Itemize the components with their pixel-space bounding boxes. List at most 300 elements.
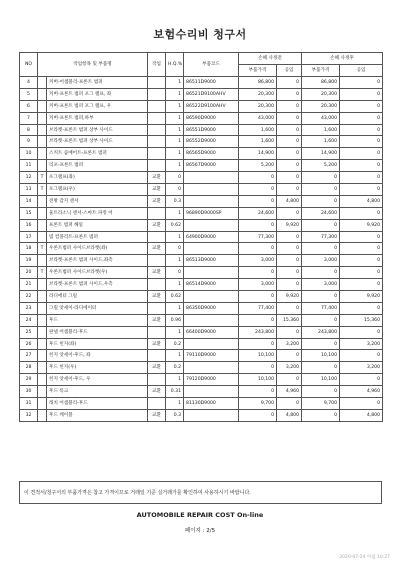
row-item-name: 우론트범퍼 사이드브라켓(우) [47,267,148,279]
row-after-labor: 3,200 [340,338,383,350]
row-before-labor: 0 [277,302,302,314]
row-before-labor: 3,200 [277,338,302,350]
row-after-labor: 0 [340,350,383,362]
row-item-name: 울트라소닉 센서-스마트 파킹 어 [47,207,148,219]
row-after-labor: 0 [340,207,383,219]
row-work [148,100,166,112]
row-hq: 1 [166,160,184,172]
row-no: 13 [20,184,38,196]
row-before-part-price: 10,100 [239,350,277,362]
row-before-part-price: 1,600 [239,124,277,136]
row-after-labor: 0 [340,302,383,314]
table-row [20,148,383,160]
row-hq: 0.96 [166,314,184,326]
row-flag [38,279,47,291]
row-work: 교환 [148,243,166,255]
row-part-code: 86513D9000 [184,255,239,267]
row-before-part-price: 0 [239,172,277,184]
row-part-code [184,195,239,207]
row-before-part-price: 24,600 [239,207,277,219]
row-part-code: 66400D9000 [184,326,239,338]
row-before-part-price: 5,200 [239,160,277,172]
price-notice: 이 견적서/청구서의 부품가격은 참고 가격이므로 거래일 기준 실거래가를 확인하여 사용하시기 바랍니다. [19,481,382,504]
table-row [20,243,383,255]
row-after-part-price: 0 [302,195,340,207]
row-work: 교환 [148,172,166,184]
row-no: 4 [20,77,38,89]
row-hq: 1 [166,279,184,291]
row-work [148,88,166,100]
col-after-part-price: 부품가격 [302,65,340,77]
row-item-name: 포그램프(좌) [47,172,148,184]
row-part-code: 81130D9000 [184,398,239,410]
row-after-part-price: 10,100 [302,374,340,386]
row-after-part-price: 0 [302,184,340,196]
row-item-name: 후드 힌지(우) [47,362,148,374]
table-row [20,136,383,148]
row-after-labor: 0 [340,100,383,112]
row-work [148,302,166,314]
row-after-part-price: 20,300 [302,88,340,100]
row-after-labor: 0 [340,279,383,291]
row-hq: 0 [166,184,184,196]
row-after-labor: 0 [340,326,383,338]
table-row [20,255,383,267]
row-hq: 1 [166,207,184,219]
row-item-name: 전방 감지 센서 [47,195,148,207]
row-after-part-price: 10,100 [302,350,340,362]
row-flag [38,124,47,136]
row-no: 5 [20,88,38,100]
row-hq: 0.3 [166,195,184,207]
table-row [20,124,383,136]
row-part-code: 86565D9000 [184,148,239,160]
row-before-part-price: 0 [239,314,277,326]
row-part-code: 64900D9000 [184,231,239,243]
row-before-labor: 3,200 [277,362,302,374]
table-row [20,291,383,303]
row-no: 27 [20,350,38,362]
row-hq: 1 [166,88,184,100]
row-no: 14 [20,195,38,207]
row-before-labor: 0 [277,207,302,219]
row-before-part-price: 20,300 [239,88,277,100]
row-after-part-price: 0 [302,362,340,374]
table-row [20,77,383,89]
row-flag [38,362,47,374]
row-work: 교환 [148,219,166,231]
row-after-part-price: 77,400 [302,302,340,314]
row-no: 8 [20,124,38,136]
row-item-name: 프론트 범퍼 해일 [47,219,148,231]
row-flag [38,326,47,338]
row-part-code: 79110D9000 [184,350,239,362]
row-after-part-price: 86,800 [302,77,340,89]
row-after-part-price: 243,800 [302,326,340,338]
row-after-labor: 4,800 [340,195,383,207]
row-part-code: 86522D9100AHV [184,100,239,112]
row-flag [38,136,47,148]
table-row [20,350,383,362]
row-item-name: 브라켓-프론트 범퍼 상부 사이드 [47,124,148,136]
row-no: 20 [20,267,38,279]
row-before-part-price: 0 [239,267,277,279]
col-after-labor: 공임 [340,65,383,77]
row-after-part-price: 9,700 [302,398,340,410]
row-after-part-price: 1,600 [302,124,340,136]
row-after-part-price: 14,900 [302,148,340,160]
page-number: 페이지 : 2/5 [184,528,216,534]
table-row [20,195,383,207]
table-row [20,100,383,112]
document-title: 보험수리비 청구서 [153,28,247,41]
row-after-labor: 4,800 [340,409,383,421]
col-before-labor: 공임 [277,65,302,77]
row-no: 21 [20,279,38,291]
row-hq: 1 [166,77,184,89]
col-before-part-price: 부품가격 [239,65,277,77]
row-after-labor: 3,200 [340,362,383,374]
row-after-part-price: 5,200 [302,160,340,172]
row-item-name: 판넬 어셈블리-후드 [47,326,148,338]
row-flag [38,219,47,231]
row-hq: 1 [166,374,184,386]
row-before-labor: 0 [277,160,302,172]
row-item-name: 커버-프론트 범퍼 포그 램프, 우 [47,100,148,112]
row-hq: 0.62 [166,219,184,231]
row-hq: 1 [166,255,184,267]
row-item-name: 브라켓-프론트 범퍼 상부 사이드 [47,136,148,148]
row-before-labor: 0 [277,279,302,291]
row-item-name: 힌지 앗세이-후드, 우 [47,374,148,386]
row-before-part-price: 0 [239,362,277,374]
row-after-part-price: 0 [302,386,340,398]
col-no: NO [20,53,38,77]
row-hq: 0.2 [166,362,184,374]
row-item-name: 힌지 앗세이-후드, 좌 [47,350,148,362]
row-work [148,160,166,172]
row-after-labor: 0 [340,267,383,279]
table-row [20,184,383,196]
col-hq: H.Q.% [166,53,184,77]
row-hq: 1 [166,148,184,160]
row-no: 26 [20,338,38,350]
row-hq: 1 [166,231,184,243]
row-no: 22 [20,291,38,303]
row-after-labor: 0 [340,124,383,136]
row-part-code [184,172,239,184]
row-after-part-price: 0 [302,338,340,350]
row-before-labor: 0 [277,112,302,124]
col-before-adjust: 손해 사정전 [239,53,302,65]
row-no: 17 [20,231,38,243]
row-flag [38,302,47,314]
row-item-name: 커버-어셈블리-프론트 범퍼 [47,77,148,89]
row-item-name: 포그램프(우) [47,184,148,196]
row-part-code: 79120D9000 [184,374,239,386]
row-before-part-price: 243,800 [239,326,277,338]
row-part-code [184,362,239,374]
row-flag: T [38,267,47,279]
row-before-labor: 0 [277,255,302,267]
row-before-labor: 9,920 [277,291,302,303]
row-no: 23 [20,302,38,314]
row-work: 교환 [148,386,166,398]
col-item: 작업항목 및 부품명 [38,53,148,77]
row-before-part-price: 0 [239,338,277,350]
row-part-code: 86551D9000 [184,124,239,136]
row-hq: 1 [166,302,184,314]
row-after-part-price: 0 [302,172,340,184]
row-before-part-price: 0 [239,219,277,231]
row-before-labor: 0 [277,398,302,410]
row-after-labor: 0 [340,374,383,386]
row-flag [38,409,47,421]
row-part-code [184,386,239,398]
row-part-code [184,314,239,326]
row-part-code [184,184,239,196]
table-row [20,386,383,398]
footer-brand: AUTOMOBILE REPAIR COST On-line [136,511,264,519]
row-after-labor: 4,960 [340,386,383,398]
table-row [20,302,383,314]
row-no: 30 [20,386,38,398]
row-after-labor: 0 [340,231,383,243]
row-hq: 0 [166,172,184,184]
row-item-name: 후드 힌지(좌) [47,338,148,350]
row-hq: 0.62 [166,291,184,303]
row-flag [38,88,47,100]
row-item-name: 우론트범퍼 사이드브라켓(좌) [47,243,148,255]
estimate-rows [20,77,383,422]
row-before-labor: 0 [277,374,302,386]
row-hq: 0.2 [166,338,184,350]
row-after-part-price: 0 [302,314,340,326]
row-item-name: 후드 [47,314,148,326]
row-no: 9 [20,136,38,148]
table-row [20,207,383,219]
row-work [148,326,166,338]
row-item-name: 커버-프론트 범퍼 포그 램프, 좌 [47,88,148,100]
row-part-code: 96890D9000SP [184,207,239,219]
row-before-labor: 0 [277,136,302,148]
row-after-part-price: 77,300 [302,231,340,243]
row-before-part-price: 1,600 [239,136,277,148]
row-flag [38,112,47,124]
row-work [148,124,166,136]
row-before-labor: 0 [277,124,302,136]
row-part-code: 86521D9100AHV [184,88,239,100]
row-flag [38,207,47,219]
row-after-labor: 0 [340,243,383,255]
row-after-labor: 0 [340,112,383,124]
row-hq: 0.31 [166,386,184,398]
row-after-labor: 0 [340,88,383,100]
row-before-labor: 0 [277,148,302,160]
table-row [20,219,383,231]
row-flag [38,350,47,362]
row-hq: 1 [166,100,184,112]
col-work: 작업 [148,53,166,77]
row-hq: 1 [166,326,184,338]
row-no: 32 [20,409,38,421]
row-before-part-price: 0 [239,291,277,303]
row-flag: T [38,184,47,196]
row-before-part-price: 0 [239,409,277,421]
row-work: 교환 [148,267,166,279]
row-after-part-price: 0 [302,409,340,421]
row-work: 교환 [148,195,166,207]
row-before-labor: 0 [277,243,302,255]
row-before-labor: 0 [277,326,302,338]
table-row [20,172,383,184]
row-item-name: 후드 케이블 [47,409,148,421]
row-before-labor: 0 [277,88,302,100]
row-work: 교환 [148,338,166,350]
row-after-labor: 15,360 [340,314,383,326]
row-after-labor: 0 [340,184,383,196]
table-row [20,374,383,386]
row-flag: T [38,243,47,255]
table-row [20,112,383,124]
row-item-name: 리포-프론트 범퍼 [47,160,148,172]
row-item-name: 브라켓-프론트 범퍼 사이드,좌측 [47,255,148,267]
row-hq: 0 [166,267,184,279]
row-work [148,136,166,148]
row-work: 교환 [148,409,166,421]
row-part-code [184,409,239,421]
row-no: 29 [20,374,38,386]
row-part-code [184,291,239,303]
row-item-name: 후드 록크 [47,386,148,398]
row-no: 6 [20,100,38,112]
row-work: 교환 [148,314,166,326]
row-after-part-price: 0 [302,219,340,231]
row-before-labor: 0 [277,231,302,243]
row-work: 교환 [148,291,166,303]
row-part-code: 86552D9000 [184,136,239,148]
row-before-labor: 4,960 [277,386,302,398]
row-before-part-price: 3,000 [239,279,277,291]
row-before-labor: 0 [277,267,302,279]
row-flag [38,291,47,303]
row-work [148,112,166,124]
row-work [148,207,166,219]
row-after-part-price: 43,000 [302,112,340,124]
table-row [20,88,383,100]
row-item-name: 브라켓-프론트 범퍼 사이드,우측 [47,279,148,291]
row-flag [38,77,47,89]
row-no: 15 [20,207,38,219]
row-flag [38,338,47,350]
row-work [148,231,166,243]
row-after-part-price: 24,600 [302,207,340,219]
row-before-labor: 4,800 [277,195,302,207]
row-before-part-price: 77,400 [239,302,277,314]
row-no: 16 [20,219,38,231]
row-before-part-price: 77,300 [239,231,277,243]
row-work [148,398,166,410]
row-hq: 1 [166,112,184,124]
row-no: 18 [20,243,38,255]
row-part-code: 86511D9000 [184,77,239,89]
row-item-name: 라디에터 그릴 [47,291,148,303]
table-row [20,362,383,374]
estimate-table [19,52,383,422]
col-after-adjust: 손해 사정후 [302,53,383,65]
row-after-part-price: 3,000 [302,279,340,291]
row-work [148,350,166,362]
table-row [20,231,383,243]
row-flag [38,255,47,267]
table-row [20,398,383,410]
row-part-code: 86350D9000 [184,302,239,314]
row-item-name: 스커트 콤베어트-프론트 범퍼 [47,148,148,160]
row-before-part-price: 0 [239,195,277,207]
row-item-name: 커버-프론트 범퍼,하부 [47,112,148,124]
row-item-name: 그릴 앗세이-라디에이터 [47,302,148,314]
table-row [20,409,383,421]
row-no: 25 [20,326,38,338]
row-before-labor: 4,800 [277,409,302,421]
row-after-part-price: 0 [302,267,340,279]
row-part-code [184,267,239,279]
row-flag [38,374,47,386]
row-before-labor: 9,920 [277,219,302,231]
row-after-labor: 9,920 [340,219,383,231]
row-no: 7 [20,112,38,124]
row-flag [38,100,47,112]
row-hq: 1 [166,124,184,136]
table-row [20,279,383,291]
row-flag: T [38,172,47,184]
row-flag [38,195,47,207]
row-work [148,77,166,89]
row-after-part-price: 3,000 [302,255,340,267]
row-hq: 1 [166,398,184,410]
row-part-code [184,338,239,350]
row-no: 24 [20,314,38,326]
row-flag [38,231,47,243]
row-hq: 1 [166,136,184,148]
row-part-code: 86514D9000 [184,279,239,291]
row-flag [38,314,47,326]
row-no: 31 [20,398,38,410]
row-no: 11 [20,160,38,172]
row-before-labor: 0 [277,77,302,89]
row-no: 28 [20,362,38,374]
table-row [20,326,383,338]
row-after-labor: 9,920 [340,291,383,303]
row-before-part-price: 9,700 [239,398,277,410]
row-part-code [184,243,239,255]
table-row [20,338,383,350]
col-part-code: 부품코드 [184,53,239,77]
row-before-labor: 0 [277,184,302,196]
row-after-labor: 0 [340,255,383,267]
row-after-labor: 0 [340,398,383,410]
row-work: 교환 [148,184,166,196]
row-work: 교환 [148,362,166,374]
row-after-labor: 0 [340,160,383,172]
row-after-part-price: 0 [302,291,340,303]
row-after-part-price: 20,300 [302,100,340,112]
row-after-labor: 0 [340,136,383,148]
row-before-part-price: 10,100 [239,374,277,386]
row-no: 10 [20,148,38,160]
row-hq: 0 [166,243,184,255]
row-before-part-price: 3,000 [239,255,277,267]
